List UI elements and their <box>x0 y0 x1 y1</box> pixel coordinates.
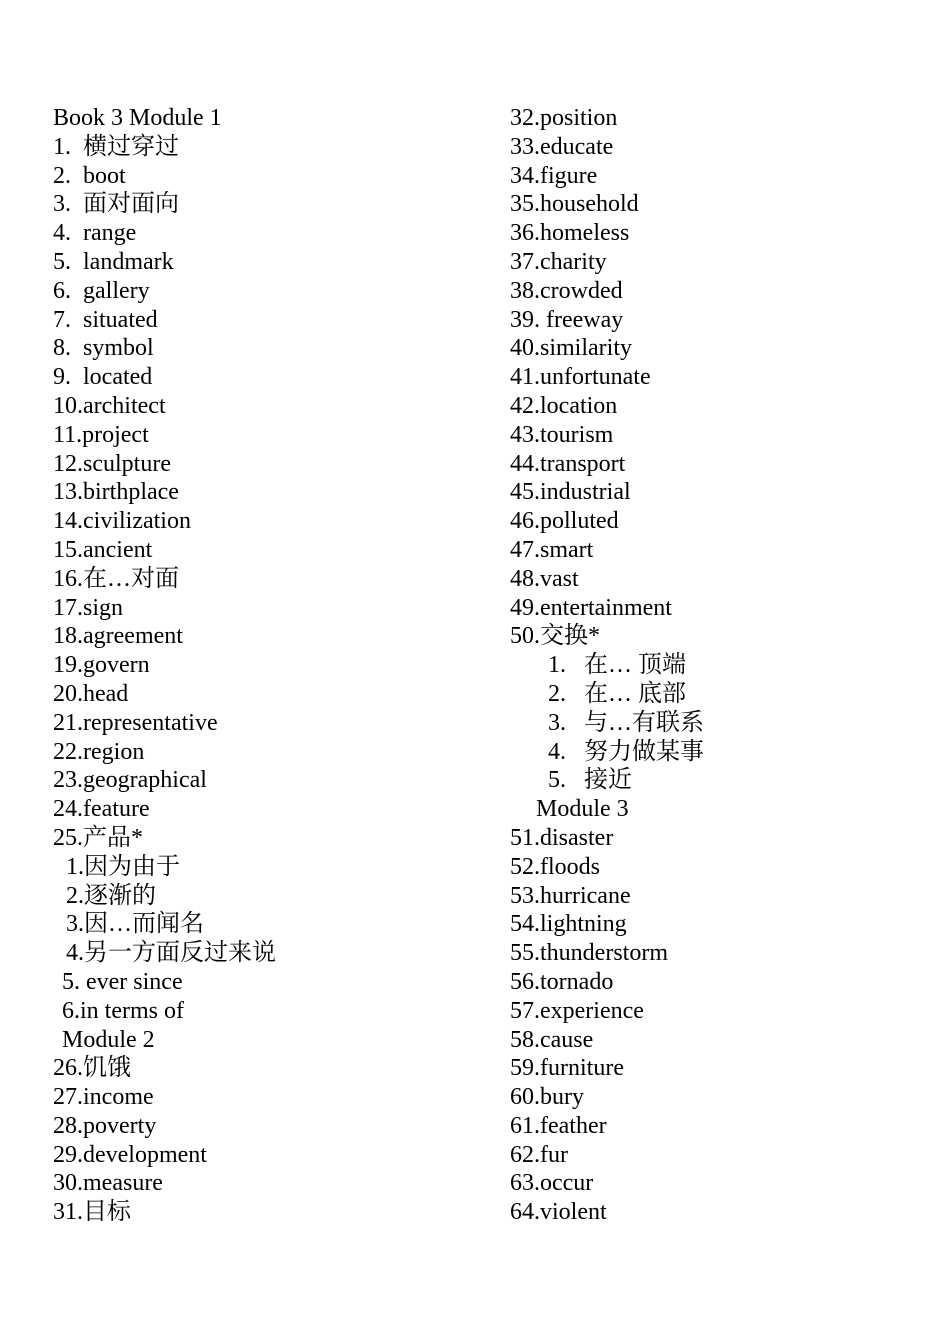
vocab-line: 36.homeless <box>510 220 630 247</box>
vocab-line: 23.geographical <box>53 767 207 794</box>
vocab-line: 14.civilization <box>53 508 191 535</box>
vocab-line: 62.fur <box>510 1141 568 1168</box>
vocab-line: 7. situated <box>53 306 158 333</box>
vocab-line: 33.educate <box>510 133 614 160</box>
vocab-line: Book 3 Module 1 <box>53 105 222 131</box>
vocab-line: 16.在…对面 <box>53 565 179 592</box>
vocab-line: 50.交换* <box>510 623 600 650</box>
vocab-line: 3. 与…有联系 <box>548 709 704 736</box>
vocab-line: 2. 在… 底部 <box>548 680 686 707</box>
vocab-line: 53.hurricane <box>510 882 631 909</box>
vocab-line: Module 3 <box>536 796 629 823</box>
vocab-line: 10.architect <box>53 392 166 419</box>
vocab-line: 24.feature <box>53 796 150 823</box>
vocab-line: 55.thunderstorm <box>510 940 668 967</box>
vocab-line: 32.position <box>510 105 618 131</box>
vocab-line: 28.poverty <box>53 1112 157 1139</box>
vocab-line: 22.region <box>53 738 145 765</box>
vocab-line: 64.violent <box>510 1199 607 1226</box>
vocab-line: 1. 在… 顶端 <box>548 652 686 679</box>
vocab-line: 44.transport <box>510 450 626 477</box>
vocab-line: 27.income <box>53 1084 154 1111</box>
vocab-line: 19.govern <box>53 652 150 679</box>
vocab-line: 2. boot <box>53 162 126 189</box>
vocab-line: 40.similarity <box>510 335 632 362</box>
vocab-line: 63.occur <box>510 1170 594 1197</box>
vocab-line: 20.head <box>53 680 129 707</box>
vocab-line: 52.floods <box>510 853 600 880</box>
vocab-line: 3. 面对面向 <box>53 191 179 218</box>
vocab-line: 31.目标 <box>53 1199 131 1226</box>
vocab-line: 5. ever since <box>62 968 183 995</box>
vocab-line: 17.sign <box>53 594 124 621</box>
vocab-line: 4.另一方面反过来说 <box>66 940 276 967</box>
vocab-line: 42.location <box>510 392 618 419</box>
vocab-line: 30.measure <box>53 1170 163 1197</box>
vocab-line: 54.lightning <box>510 911 627 938</box>
vocab-line: 56.tornado <box>510 968 614 995</box>
vocab-line: 34.figure <box>510 162 598 189</box>
vocab-line: 51.disaster <box>510 824 614 851</box>
vocab-line: 8. symbol <box>53 335 154 362</box>
vocab-line: 60.bury <box>510 1084 584 1111</box>
vocab-line: 57.experience <box>510 997 644 1024</box>
vocab-line: 1.因为由于 <box>66 853 180 880</box>
vocab-line: 41.unfortunate <box>510 364 651 391</box>
vocab-line: 11.project <box>53 421 149 448</box>
vocab-line: 9. located <box>53 364 153 391</box>
vocab-line: 61.feather <box>510 1112 607 1139</box>
vocab-line: 37.charity <box>510 248 607 275</box>
vocab-line: 6.in terms of <box>62 997 184 1024</box>
vocab-line: 59.furniture <box>510 1055 624 1082</box>
vocab-line: 5. landmark <box>53 248 174 275</box>
vocab-line: 6. gallery <box>53 277 150 304</box>
vocab-line: 26.饥饿 <box>53 1055 131 1082</box>
vocab-line: 21.representative <box>53 709 218 736</box>
vocab-line: 49.entertainment <box>510 594 672 621</box>
vocab-line: 29.development <box>53 1141 207 1168</box>
vocab-line: 5. 接近 <box>548 767 632 794</box>
vocab-line: 45.industrial <box>510 479 631 506</box>
vocab-line: 47.smart <box>510 536 594 563</box>
vocab-line: 25.产品* <box>53 824 143 851</box>
vocab-line: 18.agreement <box>53 623 183 650</box>
vocab-line: Module 2 <box>62 1026 155 1053</box>
vocab-line: 12.sculpture <box>53 450 171 477</box>
vocab-line: 38.crowded <box>510 277 623 304</box>
vocab-line: 48.vast <box>510 565 579 592</box>
vocab-line: 1. 横过穿过 <box>53 133 179 160</box>
vocab-line: 43.tourism <box>510 421 614 448</box>
right-column <box>510 104 704 1227</box>
vocab-line: 35.household <box>510 191 639 218</box>
vocab-line: 3.因…而闻名 <box>66 911 204 938</box>
vocab-line: 46.polluted <box>510 508 619 535</box>
vocab-line: 15.ancient <box>53 536 153 563</box>
vocab-line: 39. freeway <box>510 306 624 333</box>
vocab-line: 13.birthplace <box>53 479 179 506</box>
left-column <box>53 104 276 1227</box>
vocab-line: 4. range <box>53 220 137 247</box>
vocab-line: 4. 努力做某事 <box>548 738 704 765</box>
vocab-line: 2.逐渐的 <box>66 882 156 909</box>
vocab-line: 58.cause <box>510 1026 594 1053</box>
